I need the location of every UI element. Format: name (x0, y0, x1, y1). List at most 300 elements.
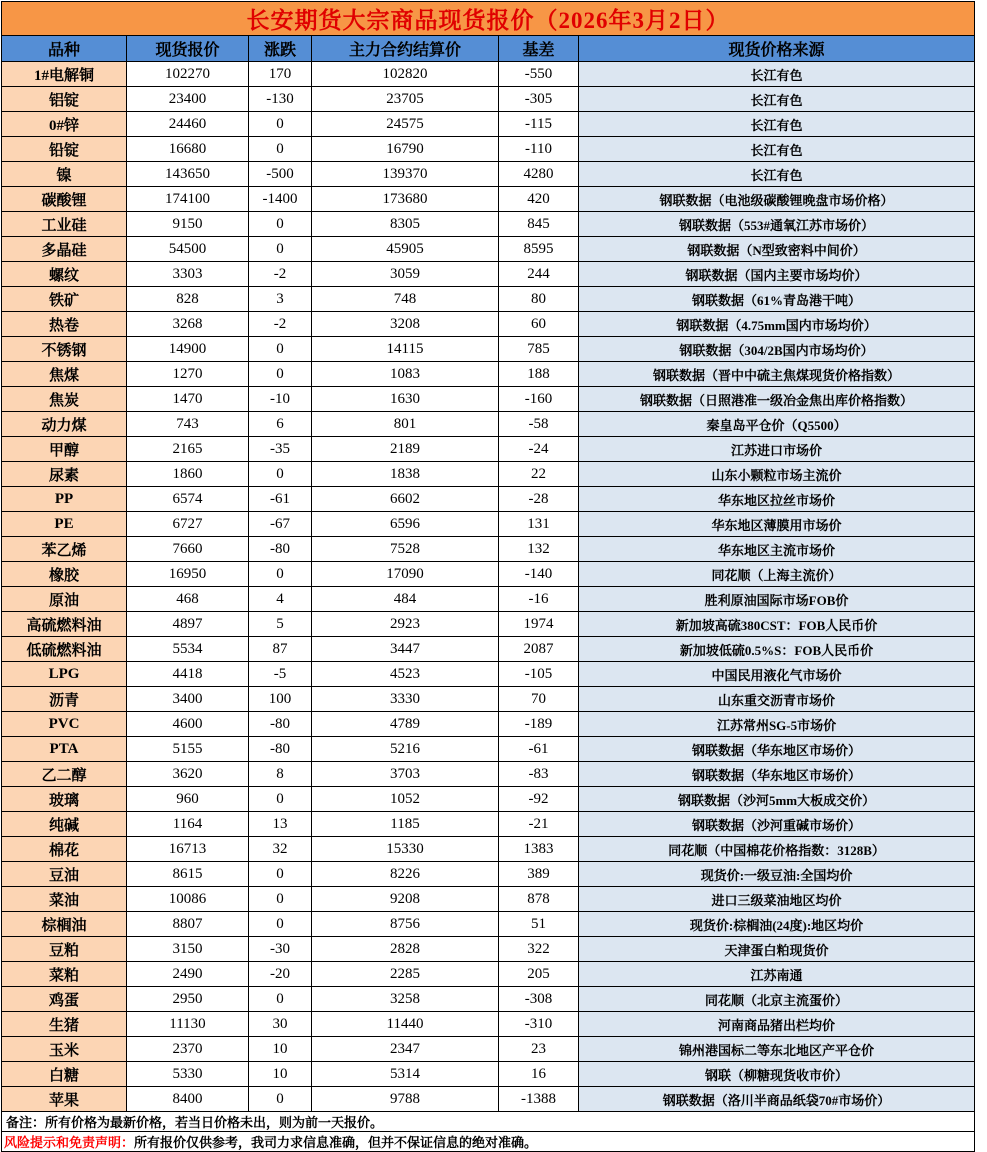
table-row (2, 512, 975, 537)
settlement-cell: 1083 (312, 362, 499, 387)
table-row (2, 1087, 975, 1112)
product-cell: LPG (2, 662, 127, 687)
table-row (2, 162, 975, 187)
product-cell: 热卷 (2, 312, 127, 337)
change-cell: -67 (249, 512, 312, 537)
product-cell: 原油 (2, 587, 127, 612)
table-row (2, 812, 975, 837)
table-row (2, 112, 975, 137)
basis-cell: -24 (499, 437, 579, 462)
product-cell: PP (2, 487, 127, 512)
product-cell: 焦煤 (2, 362, 127, 387)
source-cell: 钢联数据（4.75mm国内市场均价） (579, 312, 975, 337)
product-cell: 白糖 (2, 1062, 127, 1087)
product-cell: PE (2, 512, 127, 537)
product-cell: 尿素 (2, 462, 127, 487)
settlement-cell: 16790 (312, 137, 499, 162)
settlement-cell: 7528 (312, 537, 499, 562)
table-row (2, 1062, 975, 1087)
basis-cell: -189 (499, 712, 579, 737)
product-cell: 玉米 (2, 1037, 127, 1062)
table-row (2, 787, 975, 812)
basis-cell: 8595 (499, 237, 579, 262)
product-cell: 苯乙烯 (2, 537, 127, 562)
source-cell: 山东重交沥青市场价 (579, 687, 975, 712)
table-row (2, 312, 975, 337)
product-cell: 菜粕 (2, 962, 127, 987)
table-row (2, 487, 975, 512)
basis-cell: -58 (499, 412, 579, 437)
spot-price-cell: 5330 (127, 1062, 249, 1087)
settlement-cell: 1838 (312, 462, 499, 487)
basis-cell: 4280 (499, 162, 579, 187)
settlement-cell: 139370 (312, 162, 499, 187)
spot-price-cell: 8400 (127, 1087, 249, 1112)
change-cell: 32 (249, 837, 312, 862)
source-cell: 钢联数据（N型致密料中间价） (579, 237, 975, 262)
settlement-cell: 9208 (312, 887, 499, 912)
settlement-cell: 8226 (312, 862, 499, 887)
basis-cell: -83 (499, 762, 579, 787)
change-cell: -1400 (249, 187, 312, 212)
basis-cell: 70 (499, 687, 579, 712)
settlement-cell: 15330 (312, 837, 499, 862)
spot-price-cell: 1270 (127, 362, 249, 387)
basis-cell: 244 (499, 262, 579, 287)
settlement-cell: 4523 (312, 662, 499, 687)
change-cell: 3 (249, 287, 312, 312)
change-cell: -80 (249, 537, 312, 562)
disclaimer-cell (2, 1132, 975, 1152)
product-cell: 碳酸锂 (2, 187, 127, 212)
settlement-cell: 173680 (312, 187, 499, 212)
change-cell: -2 (249, 312, 312, 337)
basis-cell: 188 (499, 362, 579, 387)
product-cell: 螺纹 (2, 262, 127, 287)
change-cell: 0 (249, 462, 312, 487)
spot-price-cell: 8615 (127, 862, 249, 887)
product-cell: 纯碱 (2, 812, 127, 837)
product-cell: 玻璃 (2, 787, 127, 812)
settlement-cell: 102820 (312, 62, 499, 87)
source-cell: 长江有色 (579, 62, 975, 87)
table-row (2, 662, 975, 687)
settlement-cell: 23705 (312, 87, 499, 112)
basis-cell: -105 (499, 662, 579, 687)
settlement-cell: 17090 (312, 562, 499, 587)
settlement-cell: 45905 (312, 237, 499, 262)
change-cell: 0 (249, 887, 312, 912)
basis-cell: -308 (499, 987, 579, 1012)
table-row (2, 537, 975, 562)
basis-cell: -160 (499, 387, 579, 412)
basis-cell: 22 (499, 462, 579, 487)
source-cell: 钢联数据（华东地区市场价） (579, 762, 975, 787)
product-cell: 沥青 (2, 687, 127, 712)
basis-cell: 845 (499, 212, 579, 237)
table-row (2, 962, 975, 987)
spot-price-cell: 1860 (127, 462, 249, 487)
table-row (2, 1037, 975, 1062)
settlement-cell: 24575 (312, 112, 499, 137)
basis-cell: 23 (499, 1037, 579, 1062)
change-cell: 5 (249, 612, 312, 637)
change-cell: -130 (249, 87, 312, 112)
basis-cell: 878 (499, 887, 579, 912)
source-cell: 钢联数据（553#通氧江苏市场价） (579, 212, 975, 237)
spot-price-cell: 4418 (127, 662, 249, 687)
spot-price-cell: 1470 (127, 387, 249, 412)
source-cell: 长江有色 (579, 112, 975, 137)
spot-price-cell: 16713 (127, 837, 249, 862)
product-cell: 多晶硅 (2, 237, 127, 262)
product-cell: 豆粕 (2, 937, 127, 962)
basis-cell: -28 (499, 487, 579, 512)
settlement-cell: 5314 (312, 1062, 499, 1087)
spot-price-cell: 54500 (127, 237, 249, 262)
table-row (2, 712, 975, 737)
source-cell: 江苏常州SG-5市场价 (579, 712, 975, 737)
table-row (2, 462, 975, 487)
source-cell: 胜利原油国际市场FOB价 (579, 587, 975, 612)
change-cell: 4 (249, 587, 312, 612)
product-cell: 铅锭 (2, 137, 127, 162)
column-header-settlement: 主力合约结算价 (312, 36, 499, 62)
table-row (2, 1012, 975, 1037)
spot-price-cell: 6574 (127, 487, 249, 512)
column-header-spot-price: 现货报价 (127, 36, 249, 62)
spot-price-cell: 468 (127, 587, 249, 612)
spot-price-cell: 2165 (127, 437, 249, 462)
change-cell: -5 (249, 662, 312, 687)
basis-cell: -110 (499, 137, 579, 162)
settlement-cell: 2189 (312, 437, 499, 462)
product-cell: 铝锭 (2, 87, 127, 112)
spot-price-cell: 3268 (127, 312, 249, 337)
basis-cell: -1388 (499, 1087, 579, 1112)
spot-price-cell: 174100 (127, 187, 249, 212)
spot-price-cell: 743 (127, 412, 249, 437)
source-cell: 现货价:棕榈油(24度):地区均价 (579, 912, 975, 937)
change-cell: 170 (249, 62, 312, 87)
spot-price-cell: 8807 (127, 912, 249, 937)
basis-cell: 132 (499, 537, 579, 562)
change-cell: 10 (249, 1037, 312, 1062)
spot-price-cell: 2370 (127, 1037, 249, 1062)
settlement-cell: 1052 (312, 787, 499, 812)
change-cell: -61 (249, 487, 312, 512)
product-cell: 0#锌 (2, 112, 127, 137)
source-cell: 钢联数据（沙河5mm大板成交价） (579, 787, 975, 812)
basis-cell: 389 (499, 862, 579, 887)
column-header-row (2, 36, 975, 62)
settlement-cell: 14115 (312, 337, 499, 362)
source-cell: 新加坡低硫0.5%S：FOB人民币价 (579, 637, 975, 662)
table-row (2, 287, 975, 312)
source-cell: 秦皇岛平仓价（Q5500） (579, 412, 975, 437)
change-cell: 6 (249, 412, 312, 437)
spot-price-cell: 3620 (127, 762, 249, 787)
table-row (2, 587, 975, 612)
table-row (2, 837, 975, 862)
table-row (2, 212, 975, 237)
source-cell: 钢联数据（国内主要市场均价） (579, 262, 975, 287)
settlement-cell: 1630 (312, 387, 499, 412)
spot-price-cell: 6727 (127, 512, 249, 537)
spot-price-cell: 5534 (127, 637, 249, 662)
disclaimer-row (2, 1132, 975, 1152)
table-row (2, 387, 975, 412)
source-cell: 长江有色 (579, 87, 975, 112)
basis-cell: 16 (499, 1062, 579, 1087)
source-cell: 钢联数据（304/2B国内市场均价） (579, 337, 975, 362)
change-cell: 0 (249, 237, 312, 262)
change-cell: 0 (249, 562, 312, 587)
product-cell: 乙二醇 (2, 762, 127, 787)
basis-cell: -550 (499, 62, 579, 87)
settlement-cell: 2285 (312, 962, 499, 987)
spot-price-cell: 23400 (127, 87, 249, 112)
spot-price-cell: 5155 (127, 737, 249, 762)
settlement-cell: 3059 (312, 262, 499, 287)
basis-cell: 322 (499, 937, 579, 962)
change-cell: 0 (249, 787, 312, 812)
source-cell: 锦州港国标二等东北地区产平仓价 (579, 1037, 975, 1062)
table-row (2, 862, 975, 887)
settlement-cell: 8756 (312, 912, 499, 937)
table-row (2, 912, 975, 937)
table-row (2, 637, 975, 662)
basis-cell: -310 (499, 1012, 579, 1037)
spot-price-cell: 4600 (127, 712, 249, 737)
spot-price-cell: 11130 (127, 1012, 249, 1037)
change-cell: 0 (249, 912, 312, 937)
column-header-basis: 基差 (499, 36, 579, 62)
product-cell: 菜油 (2, 887, 127, 912)
source-cell: 河南商品猪出栏均价 (579, 1012, 975, 1037)
basis-cell: -16 (499, 587, 579, 612)
source-cell: 钢联数据（晋中中硫主焦煤现货价格指数） (579, 362, 975, 387)
settlement-cell: 1185 (312, 812, 499, 837)
basis-cell: -21 (499, 812, 579, 837)
change-cell: -2 (249, 262, 312, 287)
table-row (2, 762, 975, 787)
change-cell: 0 (249, 337, 312, 362)
settlement-cell: 2923 (312, 612, 499, 637)
settlement-cell: 9788 (312, 1087, 499, 1112)
change-cell: -30 (249, 937, 312, 962)
table-row (2, 612, 975, 637)
spot-price-cell: 828 (127, 287, 249, 312)
settlement-cell: 3447 (312, 637, 499, 662)
basis-cell: 1383 (499, 837, 579, 862)
source-cell: 江苏南通 (579, 962, 975, 987)
change-cell: 0 (249, 1087, 312, 1112)
settlement-cell: 2828 (312, 937, 499, 962)
basis-cell: -140 (499, 562, 579, 587)
settlement-cell: 6596 (312, 512, 499, 537)
product-cell: 1#电解铜 (2, 62, 127, 87)
product-cell: 铁矿 (2, 287, 127, 312)
product-cell: 低硫燃料油 (2, 637, 127, 662)
product-cell: 高硫燃料油 (2, 612, 127, 637)
title-row (2, 2, 975, 36)
table-row (2, 62, 975, 87)
basis-cell: -92 (499, 787, 579, 812)
product-cell: 鸡蛋 (2, 987, 127, 1012)
product-cell: 橡胶 (2, 562, 127, 587)
spot-price-cell: 4897 (127, 612, 249, 637)
note-text: 备注：所有价格为最新价格，若当日价格未出，则为前一天报价。 (2, 1112, 975, 1132)
change-cell: 30 (249, 1012, 312, 1037)
settlement-cell: 748 (312, 287, 499, 312)
change-cell: 0 (249, 362, 312, 387)
product-cell: 棉花 (2, 837, 127, 862)
product-cell: 苹果 (2, 1087, 127, 1112)
source-cell: 钢联（柳糖现货收市价） (579, 1062, 975, 1087)
change-cell: -80 (249, 737, 312, 762)
source-cell: 华东地区拉丝市场价 (579, 487, 975, 512)
product-cell: 不锈钢 (2, 337, 127, 362)
column-header-product: 品种 (2, 36, 127, 62)
settlement-cell: 4789 (312, 712, 499, 737)
settlement-cell: 2347 (312, 1037, 499, 1062)
product-cell: 焦炭 (2, 387, 127, 412)
table-row (2, 137, 975, 162)
product-cell: 动力煤 (2, 412, 127, 437)
change-cell: 0 (249, 987, 312, 1012)
table-row (2, 737, 975, 762)
table-row (2, 887, 975, 912)
basis-cell: 60 (499, 312, 579, 337)
spot-price-cell: 143650 (127, 162, 249, 187)
settlement-cell: 3208 (312, 312, 499, 337)
change-cell: -80 (249, 712, 312, 737)
table-row (2, 687, 975, 712)
product-cell: 生猪 (2, 1012, 127, 1037)
settlement-cell: 484 (312, 587, 499, 612)
source-cell: 钢联数据（沙河重碱市场价） (579, 812, 975, 837)
source-cell: 同花顺（北京主流蛋价） (579, 987, 975, 1012)
table-row (2, 437, 975, 462)
spot-price-cell: 2490 (127, 962, 249, 987)
spot-price-cell: 14900 (127, 337, 249, 362)
product-cell: PVC (2, 712, 127, 737)
table-row (2, 937, 975, 962)
basis-cell: -115 (499, 112, 579, 137)
source-cell: 天津蛋白粕现货价 (579, 937, 975, 962)
basis-cell: 2087 (499, 637, 579, 662)
basis-cell: 131 (499, 512, 579, 537)
settlement-cell: 3703 (312, 762, 499, 787)
basis-cell: -305 (499, 87, 579, 112)
change-cell: -500 (249, 162, 312, 187)
source-cell: 钢联数据（日照港准一级冶金焦出库价格指数） (579, 387, 975, 412)
commodity-price-table (1, 1, 975, 1152)
table-row (2, 187, 975, 212)
product-cell: 豆油 (2, 862, 127, 887)
product-cell: PTA (2, 737, 127, 762)
spot-price-cell: 24460 (127, 112, 249, 137)
source-cell: 同花顺（上海主流价） (579, 562, 975, 587)
settlement-cell: 3330 (312, 687, 499, 712)
settlement-cell: 6602 (312, 487, 499, 512)
column-header-source: 现货价格来源 (579, 36, 975, 62)
table-row (2, 362, 975, 387)
note-row (2, 1112, 975, 1132)
change-cell: 0 (249, 212, 312, 237)
change-cell: 87 (249, 637, 312, 662)
table-row (2, 562, 975, 587)
change-cell: 0 (249, 137, 312, 162)
spot-price-cell: 1164 (127, 812, 249, 837)
source-cell: 进口三级菜油地区均价 (579, 887, 975, 912)
settlement-cell: 5216 (312, 737, 499, 762)
table-row (2, 337, 975, 362)
source-cell: 华东地区主流市场价 (579, 537, 975, 562)
table-row (2, 987, 975, 1012)
spot-price-cell: 9150 (127, 212, 249, 237)
column-header-change: 涨跌 (249, 36, 312, 62)
source-cell: 钢联数据（61%青岛港干吨） (579, 287, 975, 312)
basis-cell: 1974 (499, 612, 579, 637)
spot-price-cell: 2950 (127, 987, 249, 1012)
table-row (2, 262, 975, 287)
spot-price-cell: 3150 (127, 937, 249, 962)
change-cell: 0 (249, 112, 312, 137)
spot-price-cell: 3303 (127, 262, 249, 287)
spot-price-cell: 960 (127, 787, 249, 812)
product-cell: 甲醇 (2, 437, 127, 462)
table-row (2, 87, 975, 112)
change-cell: 10 (249, 1062, 312, 1087)
basis-cell: 80 (499, 287, 579, 312)
product-cell: 镍 (2, 162, 127, 187)
basis-cell: 205 (499, 962, 579, 987)
basis-cell: 51 (499, 912, 579, 937)
product-cell: 工业硅 (2, 212, 127, 237)
spot-price-cell: 7660 (127, 537, 249, 562)
source-cell: 新加坡高硫380CST：FOB人民币价 (579, 612, 975, 637)
source-cell: 钢联数据（电池级碳酸锂晚盘市场价格） (579, 187, 975, 212)
source-cell: 钢联数据（洛川半商品纸袋70#市场价） (579, 1087, 975, 1112)
source-cell: 现货价:一级豆油:全国均价 (579, 862, 975, 887)
source-cell: 长江有色 (579, 137, 975, 162)
table-row (2, 412, 975, 437)
report-title: 长安期货大宗商品现货报价（2026年3月2日） (2, 2, 975, 36)
source-cell: 同花顺（中国棉花价格指数：3128B） (579, 837, 975, 862)
change-cell: 0 (249, 862, 312, 887)
change-cell: -10 (249, 387, 312, 412)
disclaimer-label: 风险提示和免责声明： (4, 1135, 135, 1150)
source-cell: 山东小颗粒市场主流价 (579, 462, 975, 487)
source-cell: 长江有色 (579, 162, 975, 187)
source-cell: 钢联数据（华东地区市场价） (579, 737, 975, 762)
settlement-cell: 801 (312, 412, 499, 437)
settlement-cell: 3258 (312, 987, 499, 1012)
change-cell: 100 (249, 687, 312, 712)
source-cell: 华东地区薄膜用市场价 (579, 512, 975, 537)
source-cell: 江苏进口市场价 (579, 437, 975, 462)
product-cell: 棕榈油 (2, 912, 127, 937)
change-cell: -20 (249, 962, 312, 987)
change-cell: 8 (249, 762, 312, 787)
spot-price-cell: 16680 (127, 137, 249, 162)
source-cell: 中国民用液化气市场价 (579, 662, 975, 687)
spot-price-cell: 16950 (127, 562, 249, 587)
change-cell: -35 (249, 437, 312, 462)
spot-price-cell: 102270 (127, 62, 249, 87)
